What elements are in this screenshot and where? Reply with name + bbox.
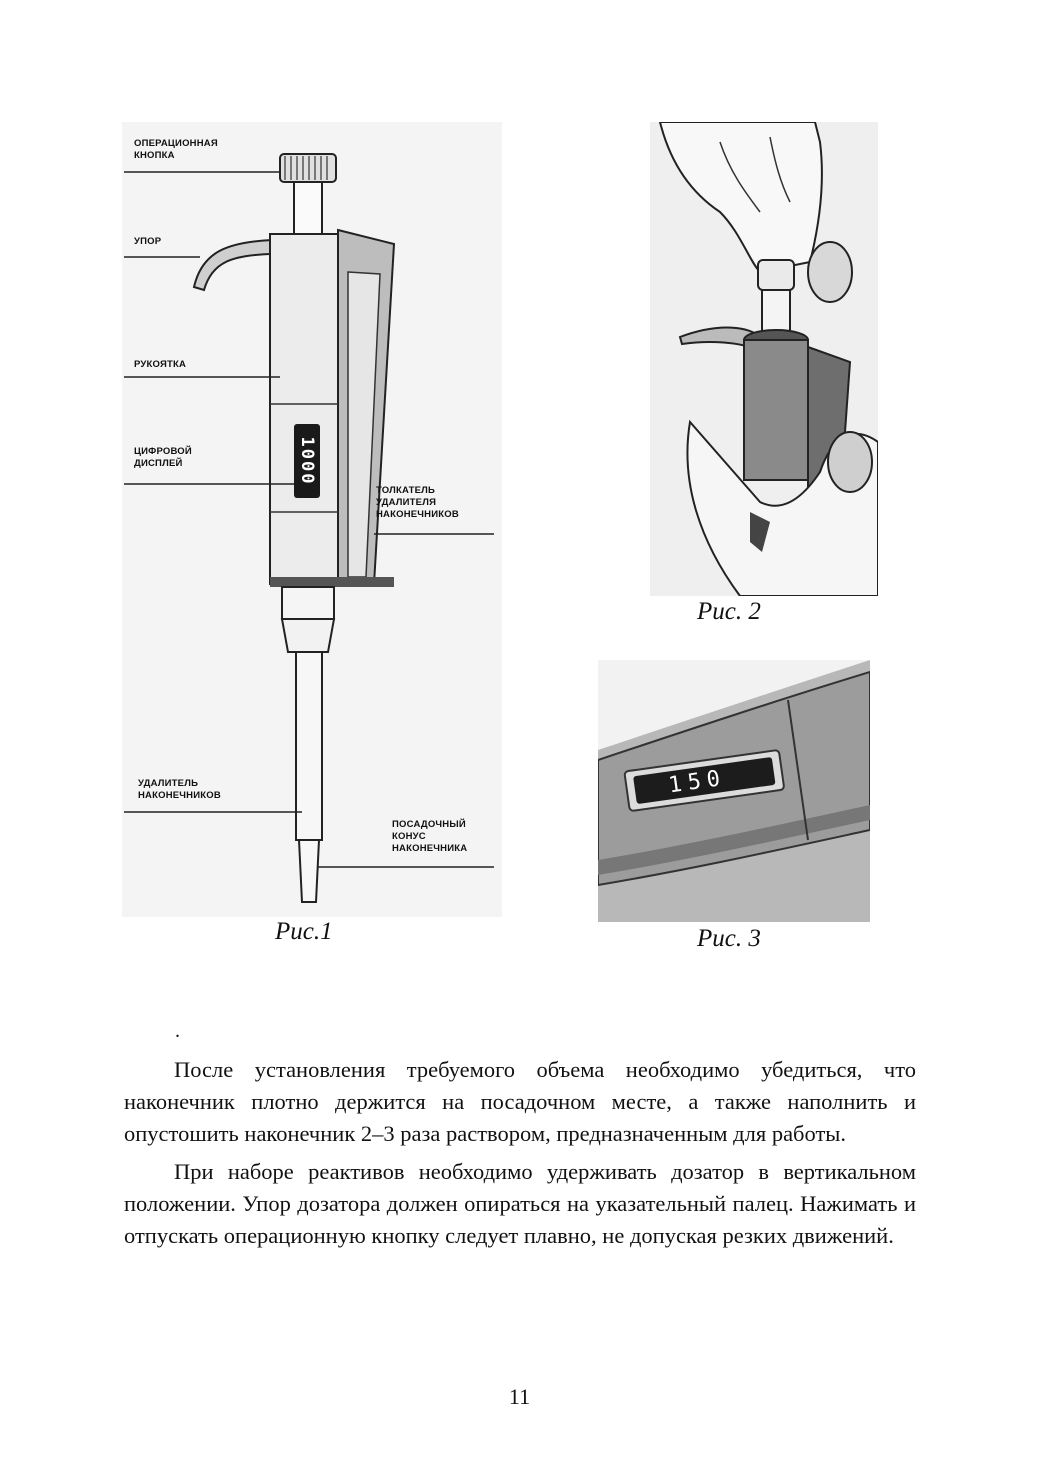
figure-2-hand-illustration bbox=[650, 122, 878, 596]
label-digital-display: ЦИФРОВОЙ ДИСПЛЕЙ bbox=[134, 446, 192, 469]
label-stop: УПОР bbox=[134, 236, 162, 247]
paragraph-1: После установления требуемого объема необходимо убедиться, что наконечник плотно держится на посадочном месте, а также наполнить и опустошить наконечник 2–3 раза раствором, предназначенным для работы. bbox=[124, 1057, 916, 1146]
paragraph-2: При наборе реактивов необходимо удерживать дозатор в вертикальном положении. Упор дозатора должен опираться на указательный палец. Нажимать и отпускать операционную кнопку следует плавно, не допуская резких движений. bbox=[124, 1159, 916, 1248]
label-ejector-pusher: ТОЛКАТЕЛЬ УДАЛИТЕЛЯ НАКОНЕЧНИКОВ bbox=[376, 485, 459, 520]
label-tip-ejector: УДАЛИТЕЛЬ НАКОНЕЧНИКОВ bbox=[138, 778, 221, 801]
hand-drawing bbox=[650, 122, 878, 596]
figure-1-pipette-diagram bbox=[122, 122, 502, 917]
figure-3-caption: Рис. 3 bbox=[697, 925, 761, 952]
figure-2-caption: Рис. 2 bbox=[697, 598, 761, 625]
figure-1-caption: Рис.1 bbox=[275, 918, 333, 945]
closeup-display-value: 150 bbox=[666, 765, 728, 799]
display-value: 1000 bbox=[297, 436, 317, 486]
label-tip-cone: ПОСАДОЧНЫЙ КОНУС НАКОНЕЧНИКА bbox=[392, 819, 468, 854]
display-closeup-drawing bbox=[598, 660, 870, 922]
figure-3-display-closeup bbox=[598, 660, 870, 922]
page-number: 11 bbox=[508, 1384, 531, 1409]
body-text bbox=[124, 1054, 916, 1252]
label-operation-button: ОПЕРАЦИОННАЯ КНОПКА bbox=[134, 138, 218, 161]
label-handle: РУКОЯТКА bbox=[134, 359, 187, 370]
stray-dot: . bbox=[175, 1020, 180, 1042]
